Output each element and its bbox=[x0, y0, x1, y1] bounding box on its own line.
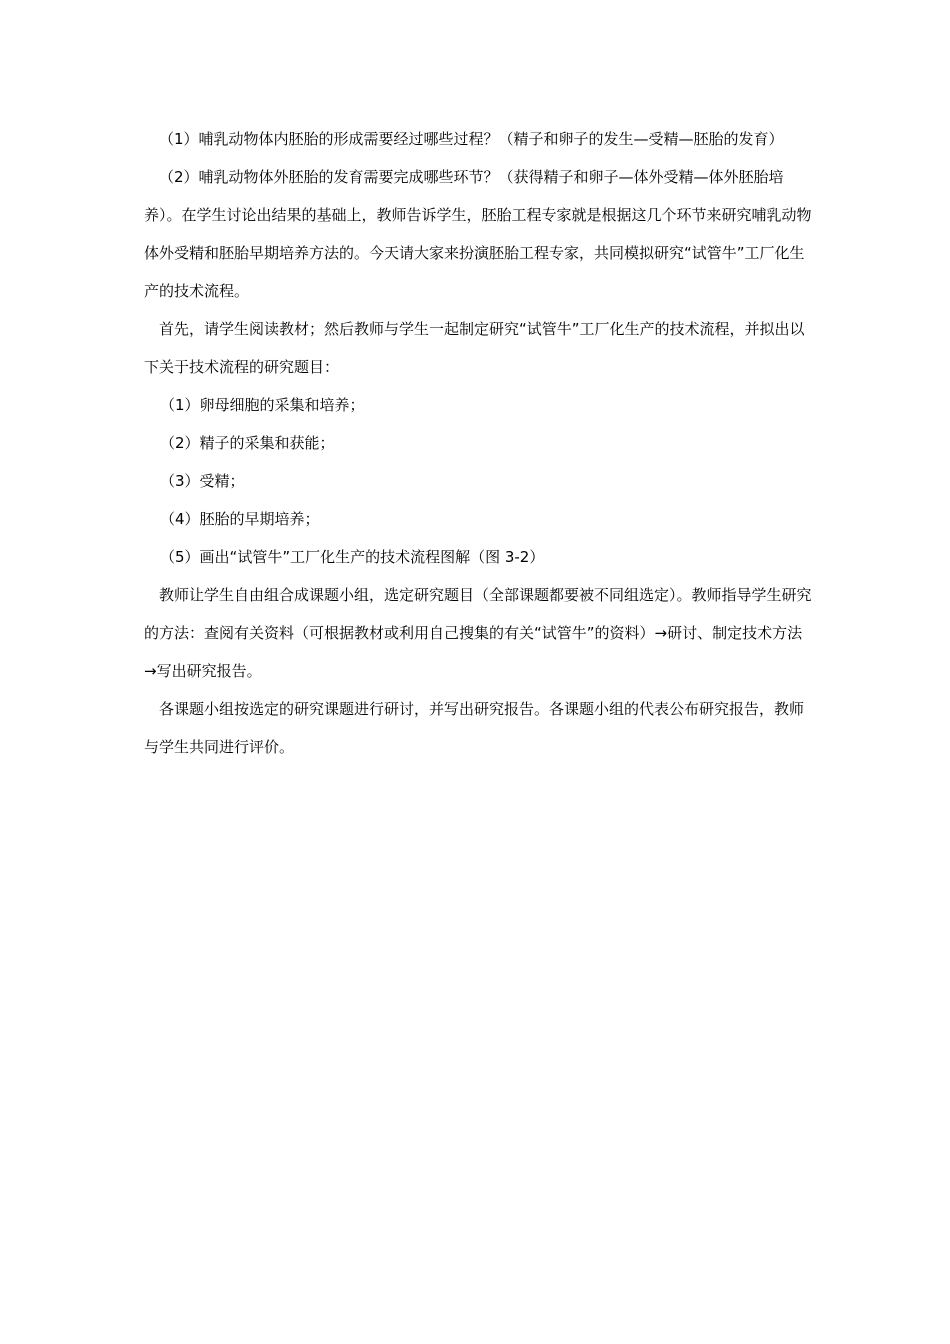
topic-item-2: （2）精子的采集和获能； bbox=[160, 434, 335, 452]
paragraph-report: 各课题小组按选定的研究课题进行研讨，并写出研究报告。各课题小组的代表公布研究报告，教师与学生共同进行评价。 bbox=[144, 700, 805, 756]
topic-item-1: （1）卵母细胞的采集和培养； bbox=[160, 396, 365, 414]
topic-item-5: （5）画出“试管牛”工厂化生产的技术流程图解（图 3-2） bbox=[160, 548, 545, 566]
paragraph-question-2: （2）哺乳动物体外胚胎的发育需要完成哪些环节？（获得精子和卵子—体外受精—体外胚胎培养）。在学生讨论出结果的基础上，教师告诉学生，胚胎工程专家就是根据这几个环节来研究哺乳动物体外受精和胚胎早期培养方法的。今天请大家来扮演胚胎工程专家，共同模拟研究“试管牛”工厂化生产的技术流程。 bbox=[144, 168, 812, 300]
paragraph-question-1: （1）哺乳动物体内胚胎的形成需要经过哪些过程？（精子和卵子的发生—受精—胚胎的发育） bbox=[159, 130, 784, 148]
document-body bbox=[144, 120, 812, 766]
paragraph-grouping: 教师让学生自由组合成课题小组，选定研究题目（全部课题都要被不同组选定）。教师指导学生研究的方法：查阅有关资料（可根据教材或利用自己搜集的有关“试管牛”的资料）→研讨、制定技术方法→写出研究报告。 bbox=[144, 586, 812, 680]
paragraph-instructions: 首先，请学生阅读教材；然后教师与学生一起制定研究“试管牛”工厂化生产的技术流程，并拟出以下关于技术流程的研究题目： bbox=[144, 320, 805, 376]
topic-item-4: （4）胚胎的早期培养； bbox=[160, 510, 320, 528]
topic-item-3: （3）受精； bbox=[160, 472, 245, 490]
